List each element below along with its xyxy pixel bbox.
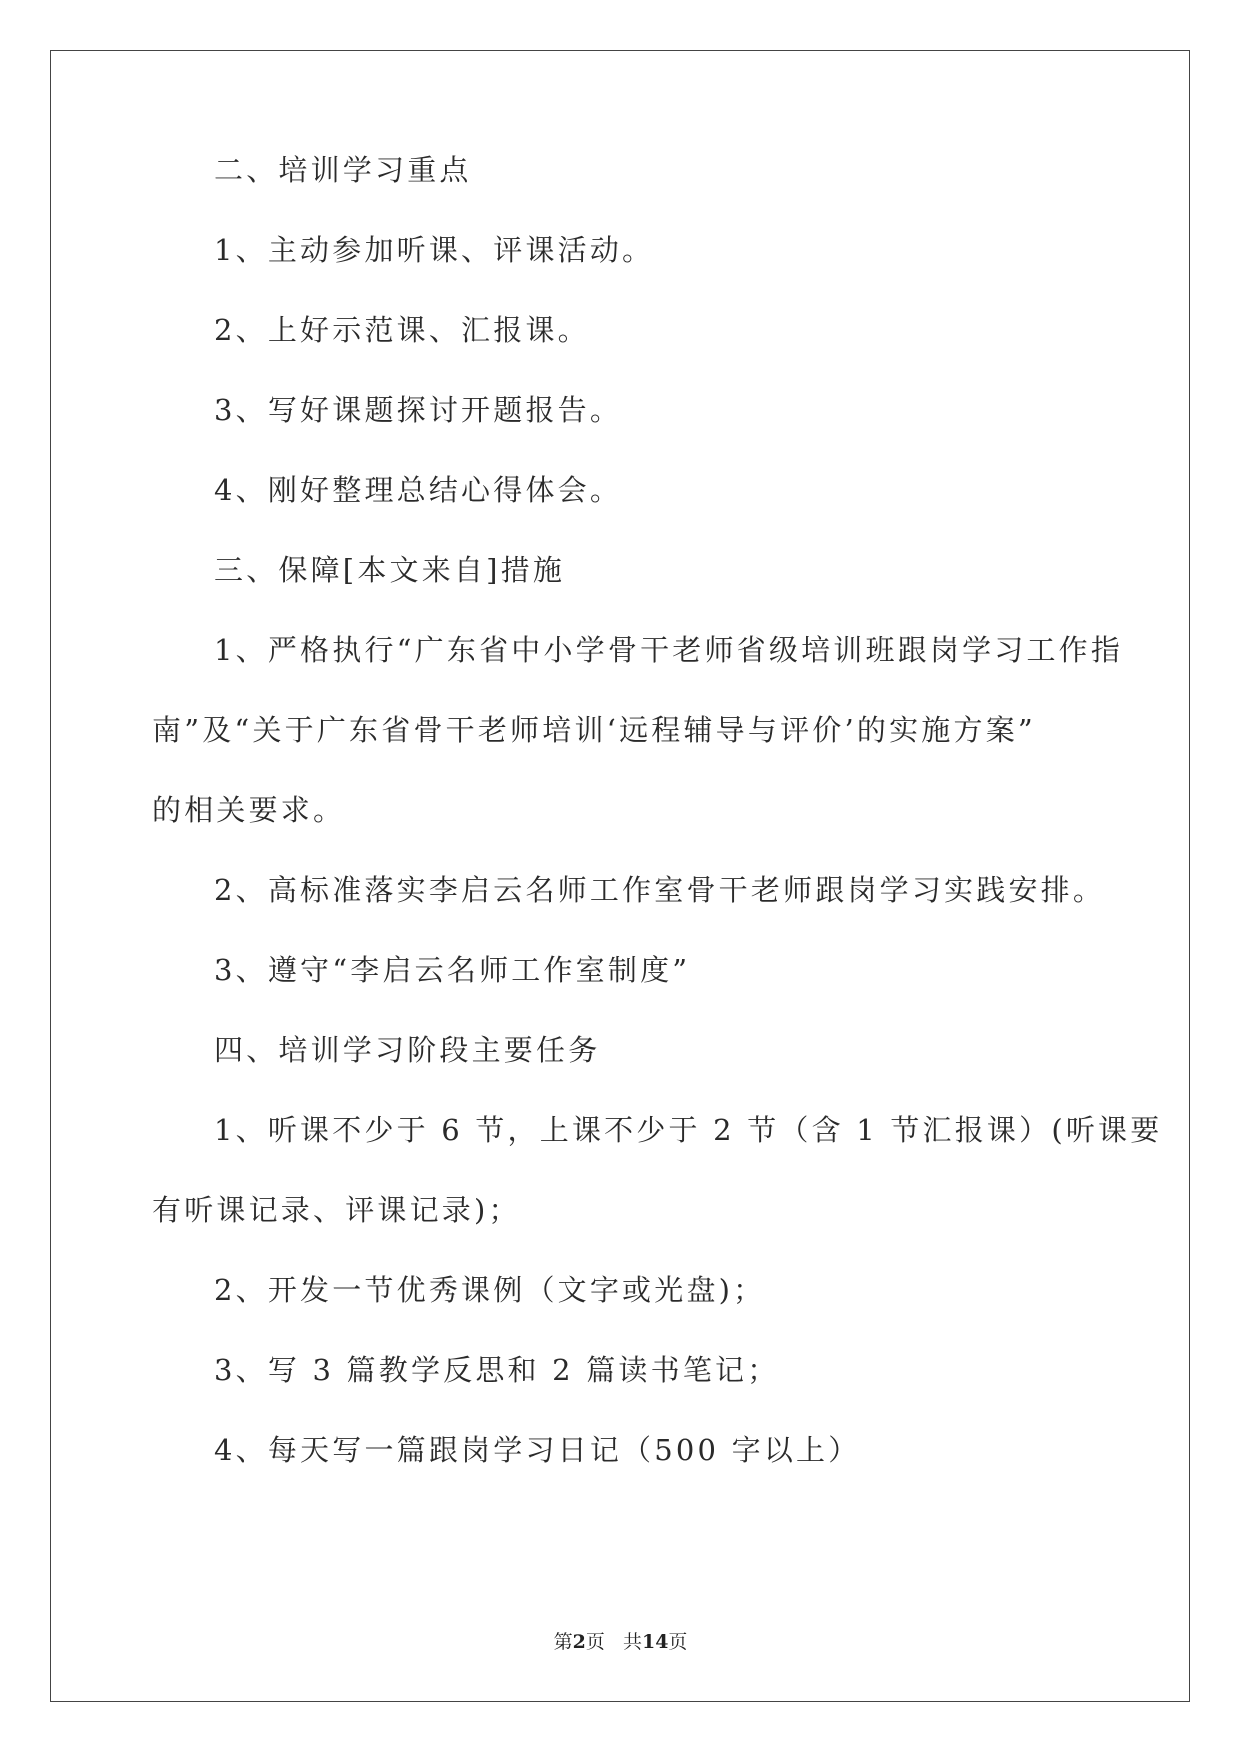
paragraph-line: 2、开发一节优秀课例（文字或光盘)； bbox=[214, 1273, 766, 1307]
paragraph-line: 3、写 3 篇教学反思和 2 篇读书笔记； bbox=[214, 1353, 780, 1387]
paragraph-line: 3、遵守“李启云名师工作室制度” bbox=[214, 953, 691, 987]
paragraph-line: 的相关要求。 bbox=[152, 793, 346, 827]
footer-total-suffix: 页 bbox=[668, 1631, 688, 1653]
paragraph-line: 4、每天写一篇跟岗学习日记（500 字以上） bbox=[214, 1433, 861, 1467]
paragraph-line: 4、刚好整理总结心得体会。 bbox=[214, 473, 623, 507]
paragraph-line: 2、上好示范课、汇报课。 bbox=[214, 313, 590, 347]
paragraph-line: 2、高标准落实李启云名师工作室骨干老师跟岗学习实践安排。 bbox=[214, 873, 1106, 907]
paragraph-line: 三、保障[本文来自]措施 bbox=[214, 553, 566, 587]
paragraph-line: 有听课记录、评课记录)； bbox=[152, 1193, 521, 1227]
current-page-number: 2 bbox=[572, 1631, 586, 1653]
paragraph-line: 3、写好课题探讨开题报告。 bbox=[214, 393, 623, 427]
page-footer bbox=[0, 1630, 1241, 1654]
paragraph-line: 1、严格执行“广东省中小学骨干老师省级培训班跟岗学习工作指 bbox=[214, 633, 1124, 667]
footer-prefix: 第 bbox=[553, 1631, 573, 1653]
paragraph-line: 南”及“关于广东省骨干老师培训‘远程辅导与评价’的实施方案” bbox=[152, 713, 1036, 747]
total-page-count: 14 bbox=[641, 1631, 669, 1653]
footer-total-prefix: 共 bbox=[622, 1631, 642, 1653]
footer-page-suffix: 页 bbox=[585, 1631, 605, 1653]
paragraph-line: 1、听课不少于 6 节，上课不少于 2 节（含 1 节汇报课）(听课要 bbox=[214, 1113, 1163, 1147]
paragraph-line: 1、主动参加听课、评课活动。 bbox=[214, 233, 655, 267]
paragraph-line: 四、培训学习阶段主要任务 bbox=[214, 1033, 601, 1067]
paragraph-line: 二、培训学习重点 bbox=[214, 153, 472, 187]
